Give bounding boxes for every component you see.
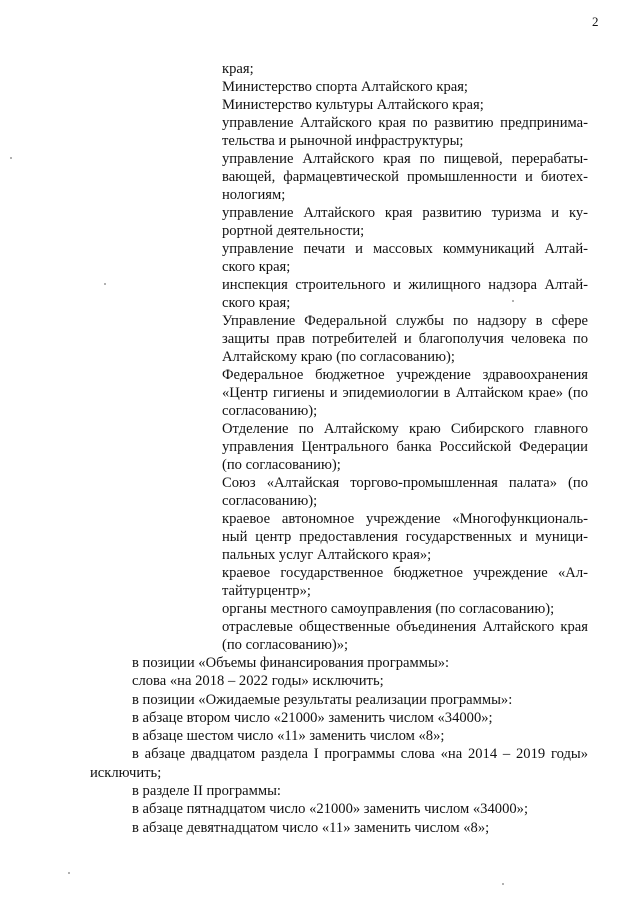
list-item: управление Алтайского края по пищевой, перерабаты-вающей, фармацевтической промышленности и биотех-нологиям; <box>222 151 588 203</box>
amendments-text <box>90 654 588 837</box>
list-item: органы местного самоуправления (по согласованию); <box>222 601 555 617</box>
scan-speck <box>512 300 514 302</box>
body-line: в абзаце девятнадцатом число «11» заменить числом «8»; <box>132 819 490 836</box>
body-line: в разделе II программы: <box>132 783 281 800</box>
list-item: Управление Федеральной службы по надзору в сфере защиты прав потребителей и благополучия человека по Алтайскому краю (по согласованию); <box>222 313 588 365</box>
page-number: 2 <box>592 14 599 29</box>
scan-speck <box>104 283 106 285</box>
scan-speck <box>68 872 70 874</box>
list-item: Отделение по Алтайскому краю Сибирского главного управления Центрального банка Российской Федерации (по согласованию); <box>222 421 588 473</box>
list-item: инспекция строительного и жилищного надзора Алтай-ского края; <box>222 277 588 311</box>
body-line: в абзаце двадцатом раздела I программы слова «на 2014 – 2019 годы» исключить; <box>90 746 588 781</box>
list-item: Союз «Алтайская торгово-промышленная палата» (по согласованию); <box>222 475 588 509</box>
body-line: в абзаце пятнадцатом число «21000» заменить числом «34000»; <box>132 801 529 818</box>
list-item: краевое автономное учреждение «Многофункциональ-ный центр предоставления государственных и муници-пальных услуг Алтайского края»; <box>222 511 588 563</box>
list-item: Федеральное бюджетное учреждение здравоохранения «Центр гигиены и эпидемиологии в Алтайском крае» (по согласованию); <box>222 367 588 419</box>
body-line: слова «на 2018 – 2022 годы» исключить; <box>132 673 384 690</box>
body-line: в позиции «Объемы финансирования программы»: <box>132 655 450 671</box>
scan-speck <box>502 883 504 885</box>
list-item: краевое государственное бюджетное учреждение «Ал-тайтурцентр»; <box>222 565 588 599</box>
body-line: в позиции «Ожидаемые результаты реализации программы»: <box>132 691 513 708</box>
list-item: управление Алтайского края по развитию предпринима-тельства и рыночной инфраструктуры; <box>222 115 588 149</box>
list-item: Министерство культуры Алтайского края; <box>222 97 484 113</box>
scan-speck <box>10 157 12 159</box>
list-item: края; <box>222 61 254 77</box>
list-item: отраслевые общественные объединения Алтайского края (по согласованию)»; <box>222 619 588 653</box>
list-item: Министерство спорта Алтайского края; <box>222 79 468 95</box>
organization-list <box>222 60 588 654</box>
body-line: в абзаце шестом число «11» заменить числом «8»; <box>132 728 445 745</box>
list-item: управление печати и массовых коммуникаций Алтай-ского края; <box>222 241 588 275</box>
body-line: в абзаце втором число «21000» заменить числом «34000»; <box>132 709 493 726</box>
list-item: управление Алтайского края развитию туризма и ку-рортной деятельности; <box>222 205 588 239</box>
